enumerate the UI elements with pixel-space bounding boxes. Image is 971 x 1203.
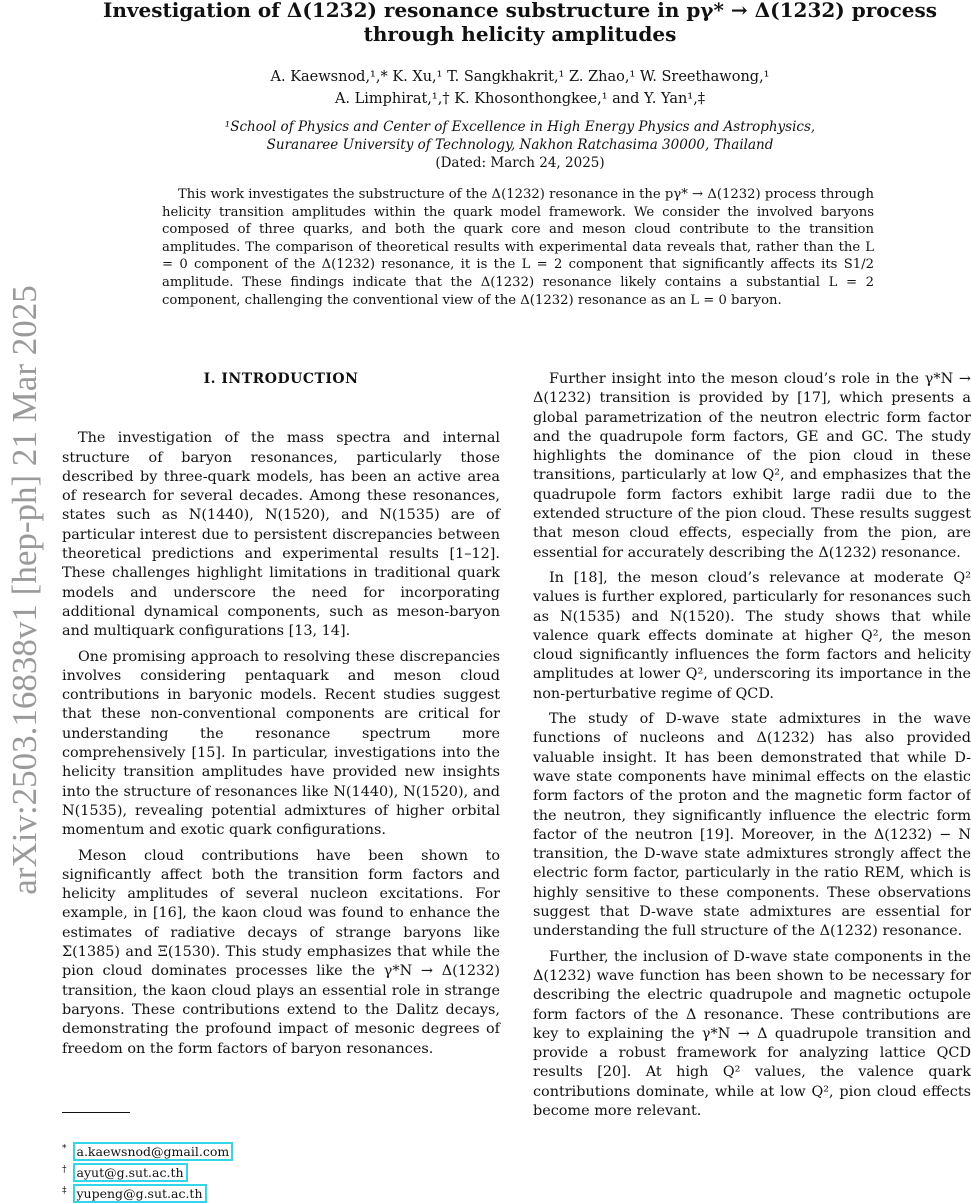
abstract: This work investigates the substructure of the Δ(1232) resonance in the pγ* → Δ(1232) process through helicity transition amplitudes within the quark model framework. We consider the involved baryons composed of three quarks, and both the quark core and meson cloud contribute to the transition amplitudes. The comparison of theoretical results with experimental data reveals that, rather than the L = 0 component of the Δ(1232) resonance, it is the L = 2 component that significantly affects its S1/2 amplitude. These findings indicate that the Δ(1232) resonance likely contains a substantial L = 2 component, challenging the conventional view of the Δ(1232) resonance as an L = 0 baryon. [162, 187, 874, 308]
date-line: (Dated: March 24, 2025) [435, 155, 605, 171]
paragraph: In [18], the meson cloud’s relevance at moderate Q² values is further explored, particularly for resonances such as N(1535) and N(1520). The study shows that while valence quark effects dominate at higher Q², the meson cloud significantly influences the form factors and helicity amplitudes at lower Q², underscoring its importance in the non-perturbative regime of QCD. [533, 569, 971, 702]
email-link[interactable]: a.kaewsnod@gmail.com [73, 1142, 234, 1161]
arxiv-identifier-stamp: arXiv:2503.16838v1 [hep-ph] 21 Mar 2025 [5, 285, 44, 895]
footnote [62, 1140, 233, 1161]
paragraph: Further, the inclusion of D-wave state components in the Δ(1232) wave function has been shown to be necessary for describing the electric quadrupole and magnetic octupole form factors of the Δ resonance. These contributions are key to explaining the γ*N → Δ quadrupole transition and provide a robust framework for analyzing lattice QCD results [20]. At high Q² values, the valence quark contributions dominate, while at low Q², pion cloud effects become more relevant. [533, 948, 971, 1119]
affiliation-line-1: ¹School of Physics and Center of Excellence in High Energy Physics and Astrophysics, [224, 119, 816, 135]
paper-title: Investigation of Δ(1232) resonance substructure in pγ* → Δ(1232) process through helicity amplitudes [102, 0, 938, 46]
footnote-mark: † [62, 1165, 67, 1176]
footnote-rule [62, 1112, 130, 1113]
footnote [62, 1161, 233, 1182]
paragraph: One promising approach to resolving these discrepancies involves considering pentaquark and meson cloud contributions in baryonic models. Recent studies suggest that these non-conventional components are critical for understanding the resonance spectrum more comprehensively [15]. In particular, investigations into the helicity transition amplitudes have provided new insights into the structure of resonances like N(1440), N(1520), and N(1535), revealing potential admixtures of higher orbital momentum and exotic quark configurations. [62, 648, 500, 839]
affiliation [70, 118, 970, 172]
author-list [70, 66, 970, 110]
footnotes [62, 1140, 233, 1203]
section-heading: I. INTRODUCTION [203, 371, 359, 387]
author-line-2: A. Limphirat,¹,† K. Khosonthongkee,¹ and Y. Yan¹,‡ [334, 91, 706, 107]
paragraph: Meson cloud contributions have been shown to significantly affect both the transition form factors and helicity amplitudes of several nucleon excitations. For example, in [16], the kaon cloud was found to enhance the estimates of radiative decays of strange baryons like Σ(1385) and Ξ(1530). This study emphasizes that while the pion cloud dominates processes like the γ*N → Δ(1232) transition, the kaon cloud plays an essential role in strange baryons. These contributions extend to the Dalitz decays, demonstrating the profound impact of mesonic degrees of freedom on the form factors of baryon resonances. [62, 847, 500, 1057]
affiliation-line-2: Suranaree University of Technology, Nakhon Ratchasima 30000, Thailand [266, 137, 774, 153]
author-line-1: A. Kaewsnod,¹,* K. Xu,¹ T. Sangkhakrit,¹ Z. Zhao,¹ W. Sreethawong,¹ [270, 69, 770, 85]
paragraph: The investigation of the mass spectra and internal structure of baryon resonances, particularly those described by three-quark models, has been an active area of research for several decades. Among these resonances, states such as N(1440), N(1520), and N(1535) are of particular interest due to persistent discrepancies between theoretical predictions and experimental results [1–12]. These challenges highlight limitations in traditional quark models and underscore the need for incorporating additional dynamical components, such as meson-baryon and multiquark configurations [13, 14]. [62, 430, 500, 640]
email-link[interactable]: ayut@g.sut.ac.th [73, 1163, 188, 1182]
right-column [533, 370, 971, 1127]
left-column [62, 370, 500, 1065]
email-link[interactable]: yupeng@g.sut.ac.th [73, 1184, 207, 1203]
paragraph: The study of D-wave state admixtures in the wave functions of nucleons and Δ(1232) has also provided valuable insight. It has been demonstrated that while D-wave state components have minimal effects on the elastic form factors of the proton and the magnetic form factor of the neutron, they significantly influence the electric form factor of the neutron [19]. Moreover, in the Δ(1232) − N transition, the D-wave state admixtures strongly affect the electric form factor, particularly in the ratio REM, which is highly sensitive to these components. These observations suggest that D-wave state admixtures are essential for understanding the full structure of the Δ(1232) resonance. [533, 711, 971, 940]
paragraph: Further insight into the meson cloud’s role in the γ*N → Δ(1232) transition is provided by [17], which presents a global parametrization of the neutron electric form factor and the quadrupole form factors, GE and GC. The study highlights the dominance of the pion cloud in these transitions, particularly at low Q², and emphasizes that the quadrupole form factors exhibit large radii due to the extended structure of the pion cloud. These results suggest that meson cloud effects, especially from the pion, are essential for accurately describing the Δ(1232) resonance. [533, 371, 971, 561]
footnote-mark: ‡ [62, 1186, 67, 1197]
footnote-mark: * [62, 1144, 67, 1154]
